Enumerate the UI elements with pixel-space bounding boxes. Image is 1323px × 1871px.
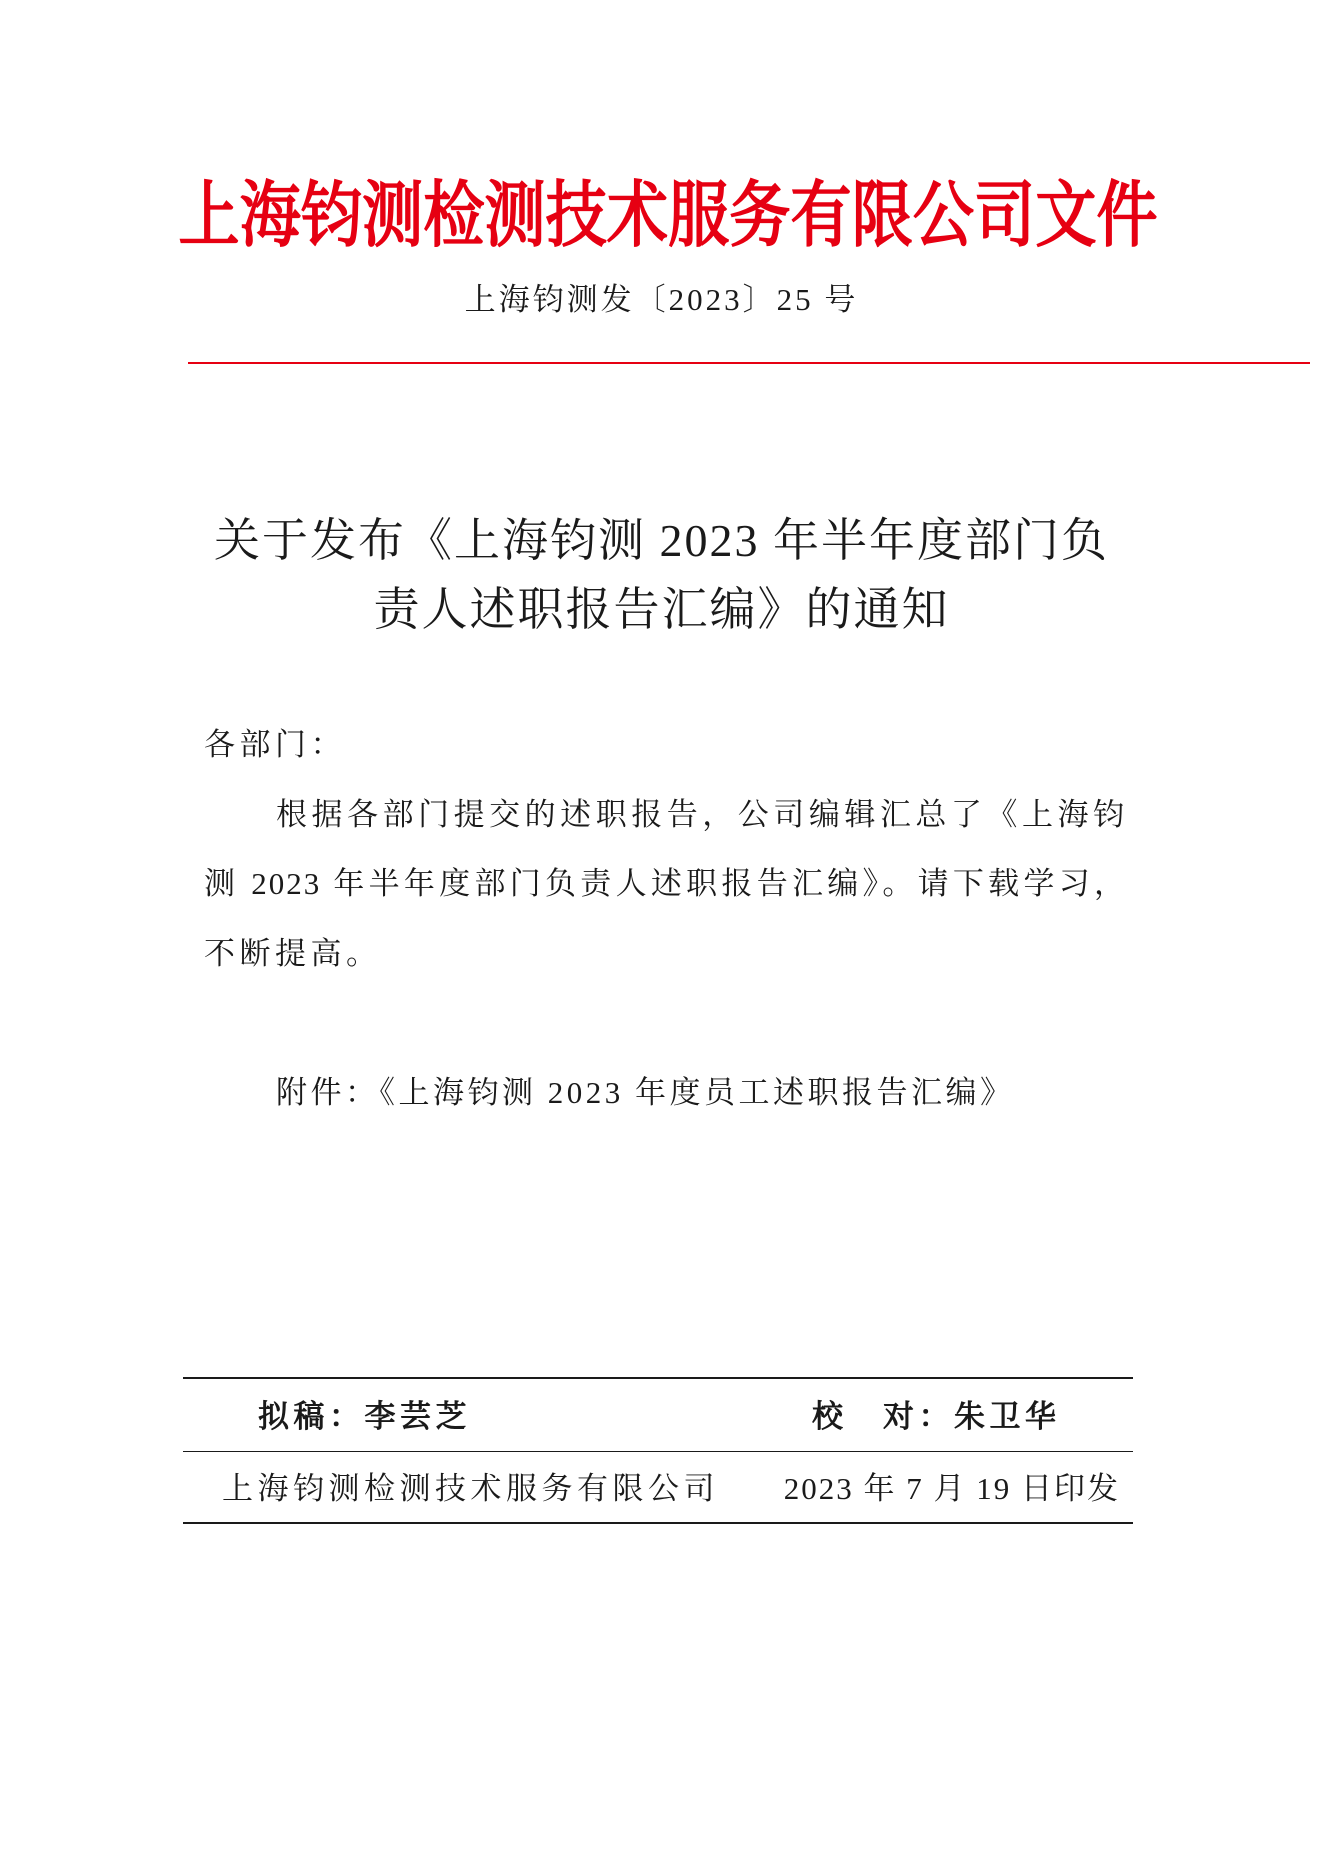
proofreader-field: 校 对：朱卫华: [812, 1399, 1061, 1434]
footer-top-rule: [183, 1377, 1133, 1379]
salutation: 各部门：: [204, 727, 346, 762]
notice-title-line-1: 关于发布《上海钧测 2023 年半年度部门负: [214, 515, 1109, 566]
body-text-line-1: 根据各部门提交的述职报告，公司编辑汇总了《上海钧: [276, 797, 1127, 832]
red-header-title: 上海钧测检测技术服务有限公司文件: [178, 176, 1159, 256]
footer-bottom-rule: [183, 1522, 1133, 1524]
attachment-note: 附件：《上海钧测 2023 年度员工述职报告汇编》: [276, 1075, 1015, 1110]
body-text-line-3: 不断提高。: [204, 936, 382, 971]
document-number: 上海钧测发〔2023〕25 号: [464, 282, 859, 317]
body-text-line-2: 测 2023 年半年度部门负责人述职报告汇编》。请下载学习，: [204, 866, 1127, 901]
issuing-company: 上海钧测检测技术服务有限公司: [222, 1471, 719, 1506]
red-separator-line: [188, 362, 1310, 364]
issue-date: 2023 年 7 月 19 日印发: [783, 1471, 1120, 1506]
document-header: [0, 176, 1323, 256]
drafter-field: 拟稿：李芸芝: [258, 1399, 471, 1434]
footer-middle-rule: [183, 1451, 1133, 1452]
notice-title-line-2: 责人述职报告汇编》的通知: [373, 584, 950, 635]
